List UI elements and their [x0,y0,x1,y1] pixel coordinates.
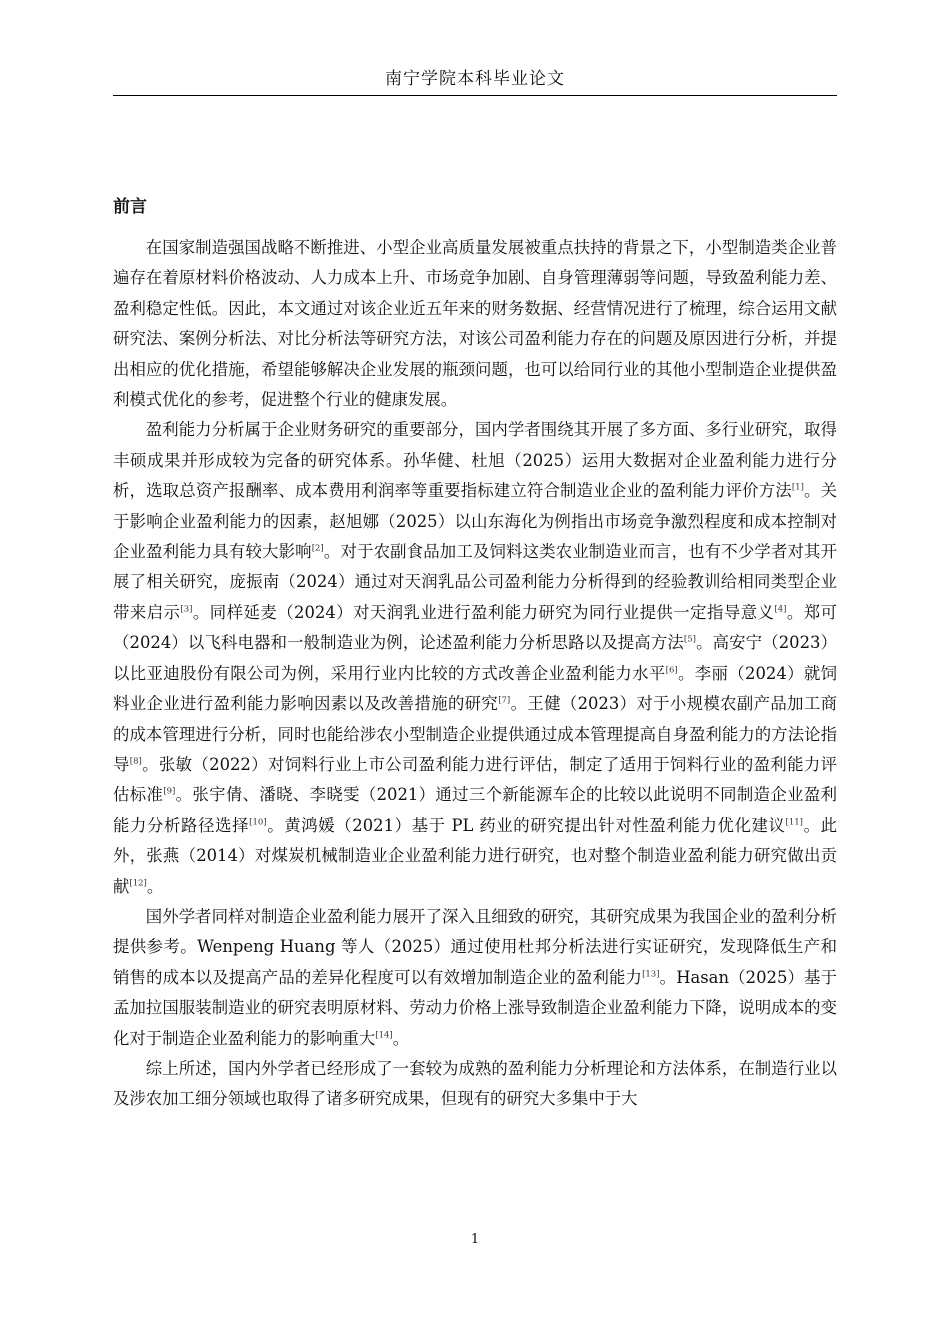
citation-marker: [12] [129,878,147,889]
citation-marker: [6] [665,665,678,676]
paragraph-text: 国外学者同样对制造企业盈利能力展开了深入且细致的研究，其研究成果为我国企业的盈利分析提供参考。Wenpeng Huang 等人（2025）通过使用杜邦分析法进行实证研究，发现降低生产和销售的成本以及提高产品的差异化程度可以有效增加制造企业的盈利能力 [113,906,837,987]
citation-marker: [13] [642,969,660,980]
body-paragraph [113,233,837,415]
paragraph-text: 综上所述，国内外学者已经形成了一套较为成熟的盈利能力分析理论和方法体系，在制造行业以及涉农加工细分领域也取得了诸多研究成果，但现有的研究大多集中于大 [113,1058,837,1109]
body-paragraph [113,902,837,1054]
paragraph-text: 。张宇倩、潘晓、李晓雯（2021）通过三个新能源车企的比较以此说明不同制造企业盈利能力分析路径选择 [113,785,838,835]
paragraph-text: 。关于影响企业盈利能力的因素，赵旭娜（2025）以山东海化为例指出市场竞争激烈程度和成本控制对企业盈利能力具有较大影响 [113,481,838,562]
citation-marker: [3] [180,604,193,615]
section-title: 前言 [113,197,147,217]
citation-marker: [9] [163,786,176,797]
paragraph-text: 。李丽（2024）就饲料业企业进行盈利能力影响因素以及改善措施的研究 [113,663,838,714]
paragraph-text: 。 [146,876,164,896]
paragraph-text: 在国家制造强国战略不断推进、小型企业高质量发展被重点扶持的背景之下，小型制造类企业普遍存在着原材料价格波动、人力成本上升、市场竞争加剧、自身管理薄弱等问题，导致盈利能力差、盈利稳定性低。因此，本文通过对该企业近五年来的财务数据、经营情况进行了梳理，综合运用文献研究法、案例分析法、对比分析法等研究方法，对该公司盈利能力存在的问题及原因进行分析，并提出相应的优化措施，希望能够解决企业发展的瓶颈问题，也可以给同行业的其他小型制造企业提供盈利模式优化的参考，促进整个行业的健康发展。 [113,238,837,410]
citation-marker: [5] [683,634,696,645]
citation-marker: [11] [785,817,803,828]
citation-marker: [4] [774,604,787,615]
citation-marker: [1] [791,482,804,493]
citation-marker: [14] [375,1030,393,1041]
paragraph-text: 。 [392,1028,410,1048]
page-number: 1 [470,1232,480,1247]
paragraph-text: 。郑可（2024）以飞科电器和一般制造业为例，论述盈利能力分析思路以及提高方法 [113,602,838,653]
paragraph-text: 。同样延麦（2024）对天润乳业进行盈利能力研究为同行业提供一定指导意义 [192,602,775,622]
body-paragraph [113,415,837,902]
citation-marker: [2] [311,543,324,554]
citation-marker: [7] [498,695,511,706]
paragraph-text: 。黄鸿媛（2021）基于 PL 药业的研究提出针对性盈利能力优化建议 [266,815,786,835]
citation-marker: [10] [249,817,267,828]
paragraph-text: 盈利能力分析属于企业财务研究的重要部分，国内学者围绕其开展了多方面、多行业研究，取得丰硕成果并形成较为完备的研究体系。孙华健、杜旭（2025）运用大数据对企业盈利能力进行分析，选取总资产报酬率、成本费用利润率等重要指标建立符合制造业企业的盈利能力评价方法 [113,420,837,501]
running-header: 南宁学院本科毕业论文 [385,69,565,89]
paragraph-text: 。高安宁（2023）以比亚迪股份有限公司为例，采用行业内比较的方式改善企业盈利能力水平 [113,633,837,683]
paragraph-text: 。张敏（2022）对饲料行业上市公司盈利能力进行评估，制定了适用于饲料行业的盈利能力评估标准 [113,754,837,805]
paragraph-text: 。Hasan（2025）基于孟加拉国服装制造业的研究表明原材料、劳动力价格上涨导致制造企业盈利能力下降，说明成本的变化对于制造企业盈利能力的影响重大 [113,967,837,1048]
citation-marker: [8] [129,756,142,767]
paragraph-text: 。此外，张燕（2014）对煤炭机械制造业企业盈利能力进行研究，也对整个制造业盈利能力研究做出贡献 [113,815,838,896]
header-divider [113,95,837,96]
paragraph-text: 。对于农副食品加工及饲料这类农业制造业而言，也有不少学者对其开展了相关研究，庞振南（2024）通过对天润乳品公司盈利能力分析得到的经验教训给相同类型企业带来启示 [113,542,838,622]
paragraph-text: 。王健（2023）对于小规模农副产品加工商的成本管理进行分析，同时也能给涉农小型制造企业提供通过成本管理提高自身盈利能力的方法论指导 [113,694,838,774]
body-paragraph [113,1054,837,1115]
body-text [113,233,837,1115]
